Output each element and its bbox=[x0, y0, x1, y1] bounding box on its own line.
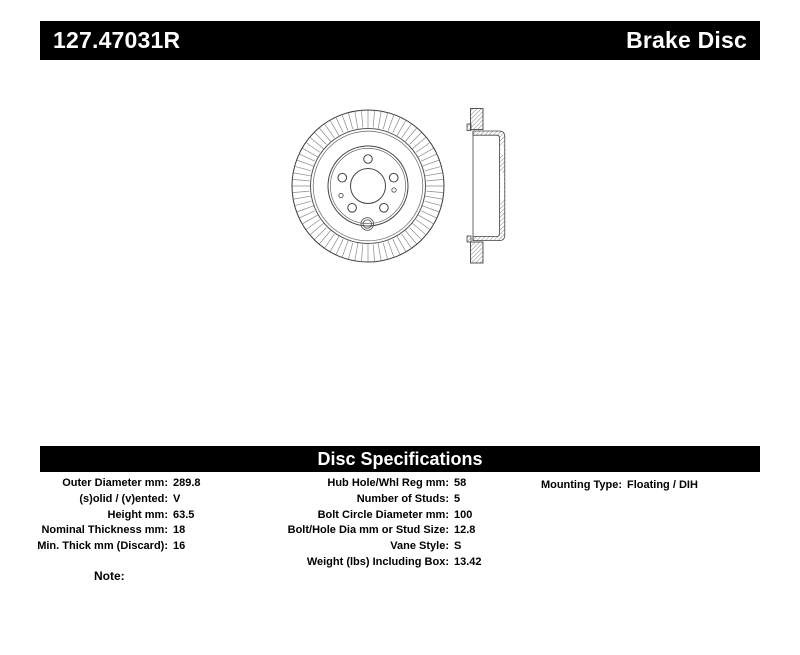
spec-label: Vane Style: bbox=[390, 540, 449, 553]
spec-label: Weight (lbs) Including Box: bbox=[306, 555, 449, 568]
spec-value: 58 bbox=[454, 477, 467, 489]
spec-value: 289.8 bbox=[173, 477, 201, 489]
spec-row-outer-diameter bbox=[20, 476, 201, 492]
spec-label: (s)olid / (v)ented: bbox=[79, 492, 168, 505]
spec-row-bolt-hole-dia bbox=[255, 523, 482, 539]
note-label: Note: bbox=[94, 569, 125, 583]
spec-row-hub-hole bbox=[255, 476, 482, 492]
spec-value: 16 bbox=[173, 540, 186, 553]
spec-label: Mounting Type: bbox=[540, 479, 622, 491]
spec-label: Number of Studs: bbox=[356, 492, 449, 505]
spec-column-left bbox=[20, 476, 201, 555]
spec-value: 63.5 bbox=[173, 508, 195, 521]
spec-value: S bbox=[454, 540, 462, 553]
spec-row-height bbox=[20, 508, 201, 524]
spec-row-solid-vented bbox=[20, 492, 201, 508]
spec-row-vane-style bbox=[255, 539, 482, 555]
front-view bbox=[292, 110, 444, 262]
spec-row-min-thick bbox=[20, 539, 201, 555]
spec-label: Bolt Circle Diameter mm: bbox=[317, 508, 449, 521]
disc-specifications-header bbox=[40, 446, 760, 472]
spec-row-bolt-circle-diameter bbox=[255, 508, 482, 524]
spec-value: 5 bbox=[454, 492, 461, 505]
spec-row-nominal-thickness bbox=[20, 523, 201, 539]
spec-value: 12.8 bbox=[454, 524, 476, 537]
spec-row-number-of-studs bbox=[255, 492, 482, 508]
spec-value: 100 bbox=[454, 508, 473, 521]
spec-value: Floating / DIH bbox=[627, 479, 698, 491]
spec-column-middle bbox=[255, 476, 482, 571]
spec-label: Outer Diameter mm: bbox=[62, 477, 168, 489]
product-title: Brake Disc bbox=[626, 27, 747, 53]
spec-value: 18 bbox=[173, 524, 186, 537]
spec-value: V bbox=[173, 492, 181, 505]
spec-row-weight bbox=[255, 555, 482, 571]
spec-label: Bolt/Hole Dia mm or Stud Size: bbox=[287, 524, 449, 537]
spec-label: Height mm: bbox=[107, 508, 168, 521]
spec-row-mounting-type bbox=[515, 478, 698, 494]
spec-label: Nominal Thickness mm: bbox=[41, 524, 168, 537]
set-screw-hole bbox=[361, 218, 374, 231]
alignment-holes bbox=[339, 188, 396, 198]
header-bar bbox=[40, 21, 760, 60]
brake-disc-technical-drawing bbox=[255, 88, 545, 283]
section-view bbox=[467, 109, 505, 264]
spec-label: Hub Hole/Whl Reg mm: bbox=[327, 477, 449, 489]
disc-specifications-title: Disc Specifications bbox=[317, 449, 483, 469]
spec-value: 13.42 bbox=[454, 555, 482, 568]
part-number: 127.47031R bbox=[53, 27, 181, 53]
spec-column-right bbox=[515, 478, 698, 494]
spec-label: Min. Thick mm (Discard): bbox=[37, 540, 168, 553]
